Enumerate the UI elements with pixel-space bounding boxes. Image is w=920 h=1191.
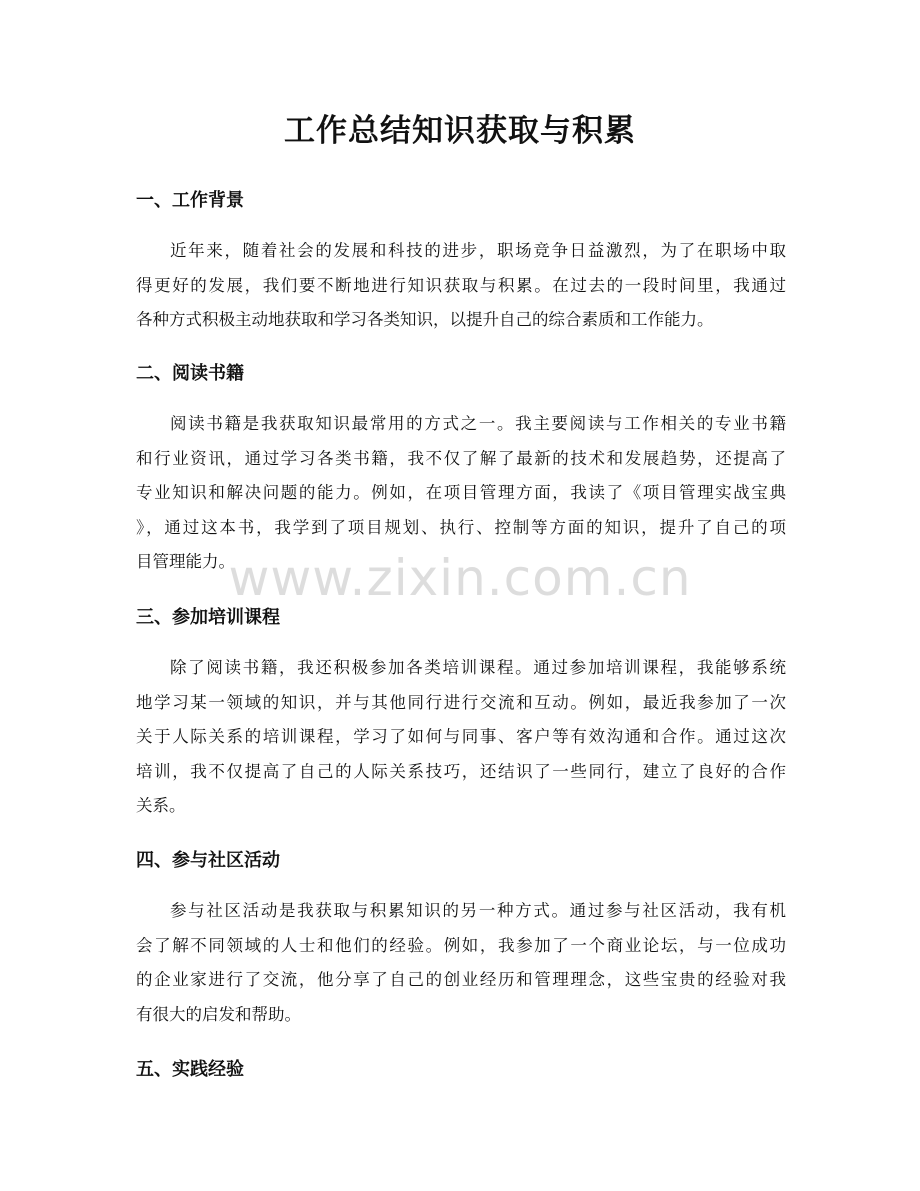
paragraph-line: 除了阅读书籍，我还积极参加各类培训课程。通过参加培训课程，我能够系统 (170, 658, 786, 677)
paragraph-line: 》，通过这本书，我学到了项目规划、执行、控制等方面的知识，提升了自己的项 (136, 517, 786, 537)
paragraph-background (136, 234, 786, 338)
paragraph-line: 阅读书籍是我获取知识最常用的方式之一。我主要阅读与工作相关的专业书籍 (170, 414, 786, 433)
paragraph-line: 近年来，随着社会的发展和科技的进步，职场竞争日益激烈，为了在职场中取 (170, 241, 786, 260)
section-heading-training: 三、参加培训课程 (136, 607, 280, 628)
paragraph-line: 目管理能力。 (136, 552, 235, 571)
paragraph-line: 专业知识和解决问题的能力。例如，在项目管理方面，我读了《项目管理实战宝典 (136, 483, 786, 502)
paragraph-line: 有很大的启发和帮助。 (136, 1004, 301, 1024)
section-heading-community: 四、参与社区活动 (136, 850, 280, 871)
paragraph-line: 关于人际关系的培训课程，学习了如何与同事、客户等有效沟通和合作。通过这次 (136, 727, 786, 746)
paragraph-line: 地学习某一领域的知识，并与其他同行进行交流和互动。例如，最近我参加了一次 (136, 692, 786, 712)
paragraph-line: 参与社区活动是我获取与积累知识的另一种方式。通过参与社区活动，我有机 (170, 901, 786, 920)
paragraph-line: 和行业资讯，通过学习各类书籍，我不仅了解了最新的技术和发展趋势，还提高了 (136, 448, 786, 468)
paragraph-training (136, 651, 786, 824)
watermark: www.zixin.com.cn (228, 549, 692, 607)
section-heading-reading: 二、阅读书籍 (136, 363, 244, 384)
paragraph-line: 各种方式积极主动地获取和学习各类知识，以提升自己的综合素质和工作能力。 (136, 310, 714, 329)
paragraph-line: 会了解不同领域的人士和他们的经验。例如，我参加了一个商业论坛，与一位成功 (136, 935, 786, 955)
document-title: 工作总结知识获取与积累 (284, 113, 636, 149)
paragraph-community (136, 894, 786, 1032)
paragraph-reading (136, 407, 786, 580)
section-heading-background: 一、工作背景 (136, 190, 244, 211)
paragraph-line: 得更好的发展，我们要不断地进行知识获取与积累。在过去的一段时间里，我通过 (136, 275, 786, 295)
paragraph-line: 关系。 (136, 796, 186, 815)
paragraph-line: 培训，我不仅提高了自己的人际关系技巧，还结识了一些同行，建立了良好的合作 (136, 761, 786, 781)
paragraph-line: 的企业家进行了交流，他分享了自己的创业经历和管理理念，这些宝贵的经验对我 (136, 970, 786, 989)
section-heading-practice: 五、实践经验 (136, 1059, 244, 1080)
